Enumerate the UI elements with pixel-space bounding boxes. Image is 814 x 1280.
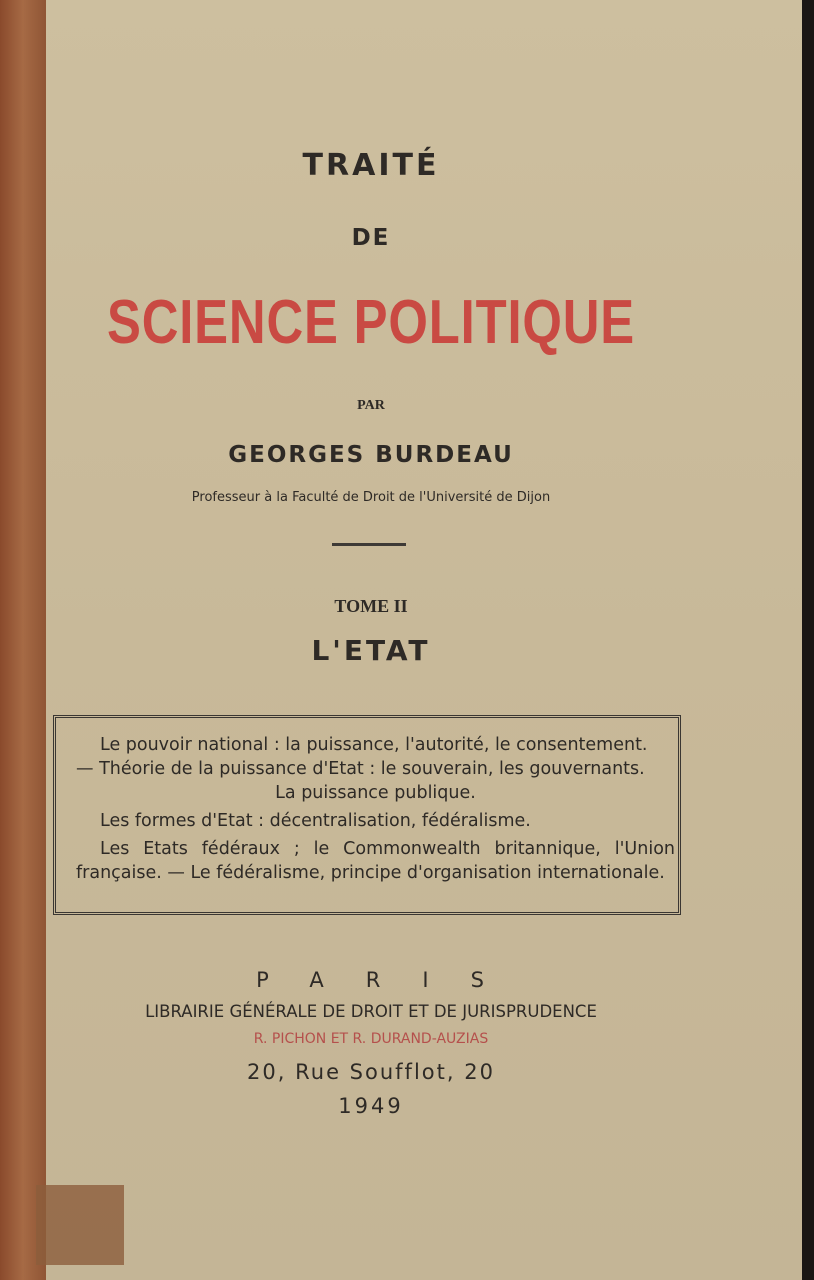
worn-patch xyxy=(36,1185,124,1265)
contents-line: Les Etats fédéraux ; le Commonwealth britannique, l'Union française. — Le fédéralisme, principe d'organisation internationale. xyxy=(76,839,675,883)
main-title: SCIENCE POLITIQUE xyxy=(106,288,636,357)
city: PARIS xyxy=(256,968,526,992)
contents-line: — Théorie de la puissance d'Etat : le souverain, les gouvernants. xyxy=(76,759,645,779)
contents-line: Le pouvoir national : la puissance, l'autorité, le consentement. xyxy=(100,735,648,755)
volume-number: TOME II xyxy=(334,596,408,616)
contents-line: Les formes d'Etat : décentralisation, fédéralisme. xyxy=(100,811,531,831)
author-affiliation: Professeur à la Faculté de Droit de l'Université de Dijon xyxy=(191,490,551,505)
publisher-address: 20, Rue Soufflot, 20 xyxy=(247,1060,495,1084)
divider xyxy=(332,543,406,546)
publisher: LIBRAIRIE GÉNÉRALE DE DROIT ET DE JURISPRUDENCE xyxy=(145,1002,597,1021)
title-line-2: DE xyxy=(351,225,391,251)
title-line-1: TRAITÉ xyxy=(302,148,440,183)
author-name: GEORGES BURDEAU xyxy=(228,442,514,468)
book-spine xyxy=(0,0,46,1280)
contents-line: La puissance publique. xyxy=(275,783,476,803)
contents-box xyxy=(53,715,681,915)
volume-title: L'ETAT xyxy=(311,634,431,667)
by-label: PAR xyxy=(357,398,385,413)
publication-year: 1949 xyxy=(338,1094,404,1118)
publisher-owners: R. PICHON ET R. DURAND-AUZIAS xyxy=(253,1031,489,1047)
